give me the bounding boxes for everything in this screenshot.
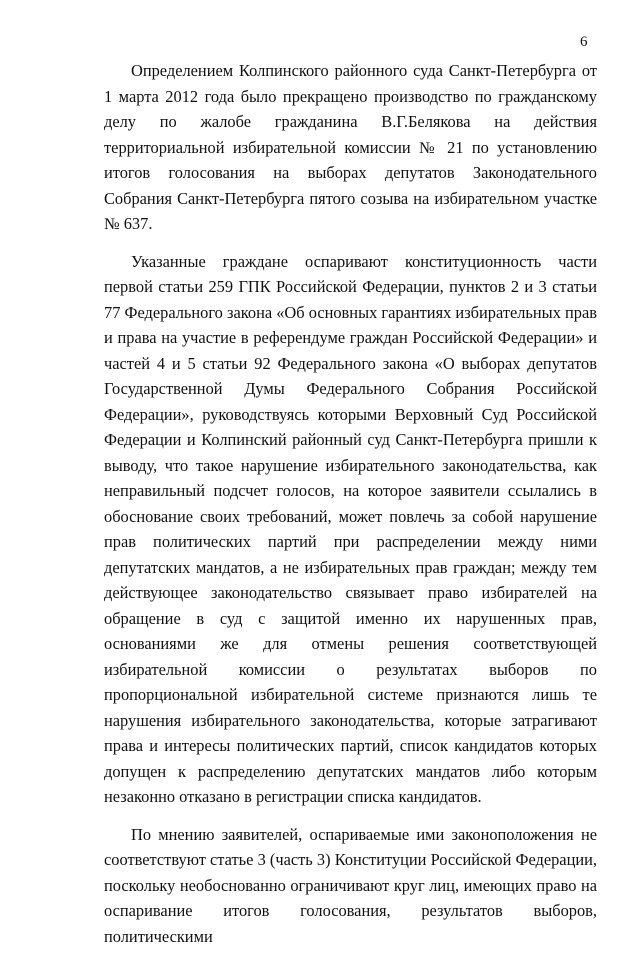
paragraph-court-decision: Определением Колпинского районного суда Санкт-Петербурга от 1 марта 2012 года было прекращено производство по гражданскому делу по жалобе гражданина В.Г.Белякова на действия территориальной избирательной комиссии № 21 по установлению итогов голосования на выборах депутатов Законодательного Собрания Санкт-Петербурга пятого созыва на избирательном участке № 637.	[104, 61, 597, 233]
paragraph-applicants-opinion: По мнению заявителей, оспариваемые ими законоположения не соответствуют статье 3 (часть 3) Конституции Российской Федерации, поскольку необоснованно ограничивают круг лиц, имеющих право на оспаривание итогов голосования, результатов выборов, политическими	[104, 824, 597, 946]
document-body	[104, 58, 597, 961]
page-number: 6	[580, 34, 588, 50]
paragraph-constitutionality-challenge: Указанные граждане оспаривают конституционность части первой статьи 259 ГПК Российской Федерации, пунктов 2 и 3 статьи 77 Федерального закона «Об основных гарантиях избирательных прав и права на участие в референдуме граждан Российской Федерации» и частей 4 и 5 статьи 92 Федерального закона «О выборах депутатов Государственной Думы Федерального Собрания Российской Федерации», руководствуясь которыми Верховный Суд Российской Федерации и Колпинский районный суд Санкт-Петербурга пришли к выводу, что такое нарушение избирательного законодательства, как неправильный подсчет голосов, на которое заявители ссылались в обоснование своих требований, может повлечь за собой нарушение прав политических партий при распределении между ними депутатских мандатов, а не избирательных прав граждан; между тем действующее законодательство связывает право избирателей на обращение в суд с защитой именно их нарушенных прав, основаниями же для отмены решения соответствующей избирательной комиссии о результатах выборов по пропорциональной избирательной системе признаются лишь те нарушения избирательного законодательства, которые затрагивают права и интересы политических партий, список кандидатов которых допущен к распределению депутатских мандатов либо которым незаконно отказано в регистрации списка кандидатов.	[104, 251, 597, 806]
